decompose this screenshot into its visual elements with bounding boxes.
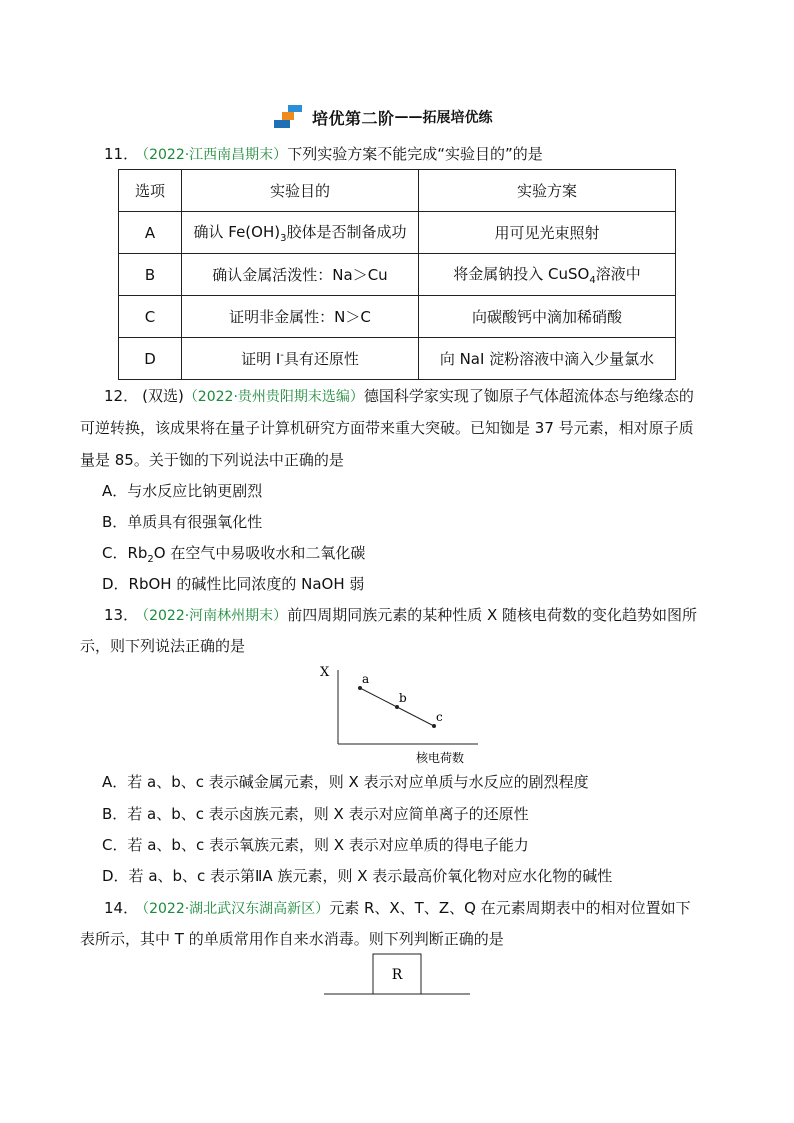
- data-point-label: b: [399, 691, 407, 705]
- option-c: C．$Rb_2O$ 在空气中易吸收水和二氧化碳: [102, 544, 366, 565]
- question-number: 12．: [104, 387, 139, 405]
- question-12-line-1: 12． (双选)（2022·贵州贵阳期末选编）德国科学家实现了铷原子气体超流体态与绝缘态的: [104, 387, 694, 405]
- question-source: （2022·河南林州期末）: [142, 608, 288, 624]
- plan-cell: 向碳酸钙中滴加稀硝酸: [419, 296, 676, 338]
- data-point-c: [432, 724, 436, 728]
- option-cell: A: [119, 212, 182, 254]
- option-d: D．若 a、b、c 表示第ⅡA 族元素，则 X 表示最高价氧化物对应水化物的碱性: [102, 867, 613, 885]
- option-cell: C: [119, 296, 182, 338]
- question-number: 14．: [104, 899, 139, 917]
- question-13-line-1: 13． （2022·河南林州期末）前四周期同族元素的某种性质 X 随核电荷数的变化趋势如图所: [104, 606, 698, 624]
- table-row: [119, 212, 676, 254]
- goal-cell: 证明 I-具有还原性: [182, 338, 419, 380]
- question-14-line-2: 表所示，其中 T 的单质常用作自来水消毒。则下列判断正确的是: [80, 930, 504, 948]
- table-row: [119, 338, 676, 380]
- data-point-label: a: [362, 672, 370, 686]
- option-d: D．RbOH 的碱性比同浓度的 NaOH 弱: [102, 575, 365, 593]
- question-tag: (双选): [142, 387, 184, 405]
- question-text: 下列实验方案不能完成“实验目的”的是: [287, 145, 543, 163]
- title-dash: ——: [394, 109, 423, 125]
- question-12-line-3: 量是 85。关于铷的下列说法中正确的是: [80, 451, 344, 469]
- option-c: C．若 a、b、c 表示氧族元素，则 X 表示对应单质的得电子能力: [102, 836, 529, 854]
- y-axis-label: X: [320, 665, 330, 680]
- trend-graph: [316, 658, 486, 768]
- option-cell: B: [119, 254, 182, 296]
- option-cell: D: [119, 338, 182, 380]
- question-source: （2022·贵州贵阳期末选编）: [183, 389, 364, 405]
- option-a: A．与水反应比钠更剧烈: [102, 482, 263, 500]
- plan-cell: 将金属钠投入 CuSO$_4$溶液中: [419, 254, 676, 296]
- question-source: （2022·江西南昌期末）: [142, 147, 288, 163]
- data-point-b: [395, 705, 399, 709]
- section-header: [274, 104, 493, 130]
- question-13-line-2: 示，则下列说法正确的是: [80, 637, 246, 655]
- periodic-table-fragment: [324, 953, 470, 995]
- plan-cell: 向 NaI 淀粉溶液中滴入少量氯水: [419, 338, 676, 380]
- goal-cell: 确认金属活泼性：Na＞Cu: [182, 254, 419, 296]
- element-r-cell: R: [391, 967, 403, 983]
- data-point-a: [358, 686, 362, 690]
- option-b: B．若 a、b、c 表示卤族元素，则 X 表示对应简单离子的还原性: [102, 805, 529, 823]
- x-axis-label: 核电荷数: [416, 751, 465, 765]
- question-source: （2022·湖北武汉东湖高新区）: [142, 901, 330, 917]
- question-11-stem: [104, 144, 543, 165]
- table-header-row: [119, 170, 676, 212]
- table-header-cell: 实验方案: [419, 170, 676, 212]
- option-a: A．若 a、b、c 表示碱金属元素，则 X 表示对应单质与水反应的剧烈程度: [102, 773, 589, 791]
- goal-cell: 确认 $Fe(OH)_3$胶体是否制备成功: [182, 212, 419, 254]
- question-12-line-2: 可逆转换，该成果将在量子计算机研究方面带来重大突破。已知铷是 37 号元素，相对原子质: [80, 419, 694, 437]
- question-number: 11．: [104, 145, 139, 163]
- goal-cell: 证明非金属性：N＞C: [182, 296, 419, 338]
- table-header-cell: 实验目的: [182, 170, 419, 212]
- section-subtitle: 拓展培优练: [422, 110, 493, 126]
- table-row: [119, 296, 676, 338]
- plan-cell: 用可见光束照射: [419, 212, 676, 254]
- table-header-cell: 选项: [119, 170, 182, 212]
- data-point-label: c: [436, 710, 443, 724]
- section-title: 培优第二阶: [312, 108, 395, 128]
- blocks-logo-icon: [274, 105, 304, 129]
- question-14-line-1: 14． （2022·湖北武汉东湖高新区）元素 R、X、T、Z、Q 在元素周期表中的相对位置如下: [104, 899, 691, 917]
- question-number: 13．: [104, 606, 139, 624]
- option-b: B．单质具有很强氧化性: [102, 513, 263, 531]
- table-row: [119, 254, 676, 296]
- experiment-table: [118, 169, 676, 380]
